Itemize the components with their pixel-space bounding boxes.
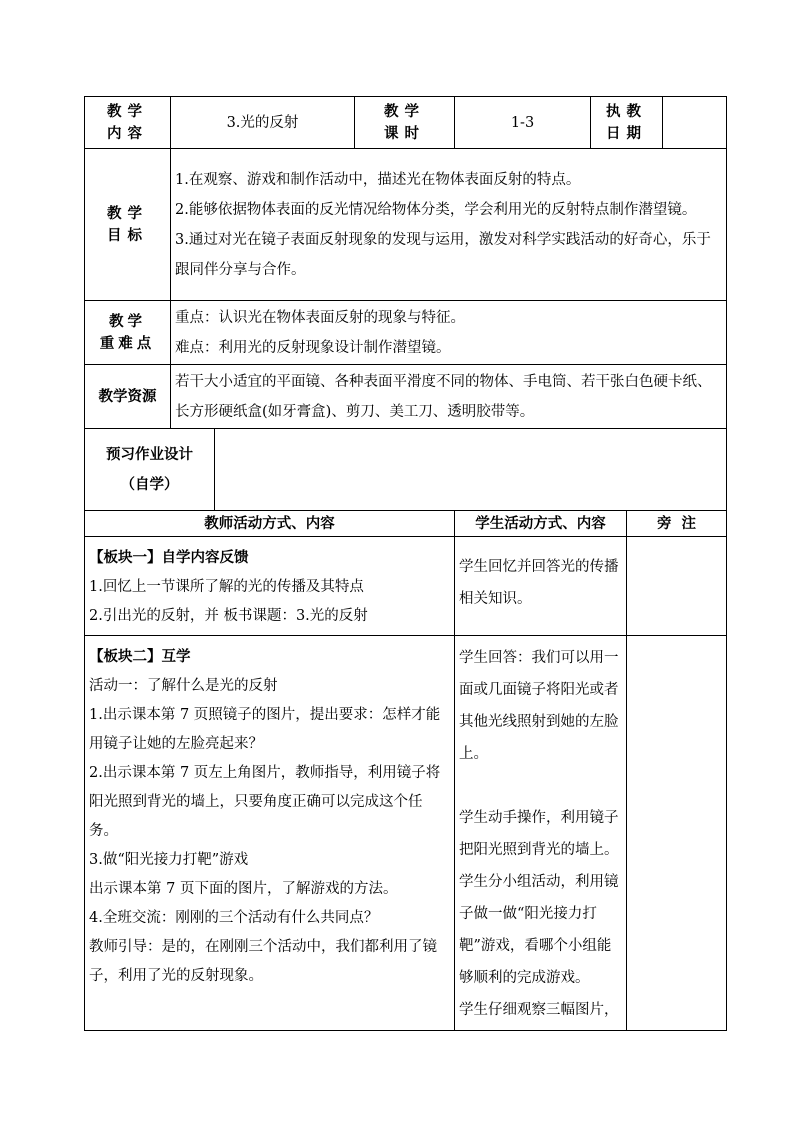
block2-line-4: 3.做“阳光接力打靶”游戏 (89, 852, 249, 868)
difficult-point: 难点：利用光的反射现象设计制作潜望镜。 (175, 339, 451, 356)
block2-student-1: 学生回答：我们可以用一面或几面镜子将阳光或者其他光线照射到她的左脸上。 (459, 650, 619, 762)
goal-item-1: 1.在观察、游戏和制作活动中，描述光在物体表面反射的特点。 (175, 171, 581, 188)
note-column-header: 旁 注 (627, 511, 727, 537)
goal-item-2: 2.能够依据物体表面的反光情况给物体分类，学会利用光的反射特点制作潜望镜。 (175, 201, 697, 218)
block2-line-3: 2.出示课本第 7 页左上角图片，教师指导，利用镜子将阳光照到背光的墙上，只要角度正确可以完成这个任务。 (89, 765, 441, 839)
content-label: 教学 内容 (85, 97, 171, 149)
header-row (85, 97, 727, 149)
goals-label: 教学 目标 (85, 149, 171, 301)
teacher-column-header: 教师活动方式、内容 (85, 511, 455, 537)
resources-content: 若干大小适宜的平面镜、各种表面平滑度不同的物体、手电筒、若干张白色硬卡纸、长方形硬纸盒(如牙膏盒)、剪刀、美工刀、透明胶带等。 (171, 365, 727, 429)
preview-row (85, 429, 727, 511)
block1-student: 学生回忆并回答光的传播相关知识。 (455, 537, 627, 636)
student-column-header: 学生活动方式、内容 (455, 511, 627, 537)
goals-content (171, 149, 727, 301)
block2-row (85, 636, 727, 1031)
block2-line-6: 4.全班交流：刚刚的三个活动有什么共同点？ (89, 910, 379, 926)
resources-label: 教学资源 (85, 365, 171, 429)
columns-row (85, 511, 727, 537)
block2-line-1: 活动一：了解什么是光的反射 (89, 678, 278, 694)
period-label: 教学 课时 (355, 97, 455, 149)
preview-label: 预习作业设计 （自学） (85, 429, 215, 511)
block2-student-2: 学生动手操作，利用镜子把阳光照到背光的墙上。 (459, 810, 619, 858)
block2-student (455, 636, 627, 1031)
block1-row (85, 537, 727, 636)
goal-item-3: 3.通过对光在镜子表面反射现象的发现与运用，激发对科学实践活动的好奇心，乐于跟同伴分享与合作。 (175, 231, 711, 278)
resources-row (85, 365, 727, 429)
date-label: 执教 日期 (591, 97, 663, 149)
important-point: 重点：认识光在物体表面反射的现象与特征。 (175, 309, 465, 326)
block2-teacher: 【板块二】互学 活动一：了解什么是光的反射 1.出示课本第 7 页照镜子的图片，提出要求：怎样才能用镜子让她的左脸亮起来？ 2.出示课本第 7 页左上角图片，教师指导，利用镜子将阳光照到背光的墙上，只要角度正确可以完成这个任务。 3.做“阳光接力打靶”游戏 出示课本第 7 页下面的图片，了解游戏的方法。 4.全班交流：刚刚的三个活动有什么共同点？ 教师引导：是的，在刚刚三个活动中，我们都利用了镜子，利用了光的反射现象。 (85, 636, 455, 1031)
block2-note (627, 636, 727, 1031)
block2-line-7: 教师引导：是的，在刚刚三个活动中，我们都利用了镜子，利用了光的反射现象。 (89, 939, 437, 984)
block2-student-3: 学生分小组活动，利用镜子做一做“阳光接力打靶”游戏，看哪个小组能够顺利的完成游戏。 (459, 874, 619, 986)
keypoints-label: 教学 重难点 (85, 301, 171, 365)
keypoints-content (171, 301, 727, 365)
block1-line-2: 2.引出光的反射，并 板书课题：3.光的反射 (89, 608, 368, 624)
date-value (663, 97, 727, 149)
goals-row (85, 149, 727, 301)
block2-student-4: 学生仔细观察三幅图片， (459, 1002, 619, 1018)
block1-note (627, 537, 727, 636)
keypoints-row (85, 301, 727, 365)
block1-teacher: 【板块一】自学内容反馈 1.回忆上一节课所了解的光的传播及其特点 2.引出光的反射，并 板书课题：3.光的反射 (85, 537, 455, 636)
block2-line-5: 出示课本第 7 页下面的图片，了解游戏的方法。 (89, 881, 398, 897)
preview-content (215, 429, 727, 511)
lesson-plan-table (84, 96, 727, 1031)
period-value: 1-3 (455, 97, 591, 149)
block2-line-2: 1.出示课本第 7 页照镜子的图片，提出要求：怎样才能用镜子让她的左脸亮起来？ (89, 707, 441, 752)
content-value: 3.光的反射 (171, 97, 355, 149)
block1-line-1: 1.回忆上一节课所了解的光的传播及其特点 (89, 579, 364, 595)
